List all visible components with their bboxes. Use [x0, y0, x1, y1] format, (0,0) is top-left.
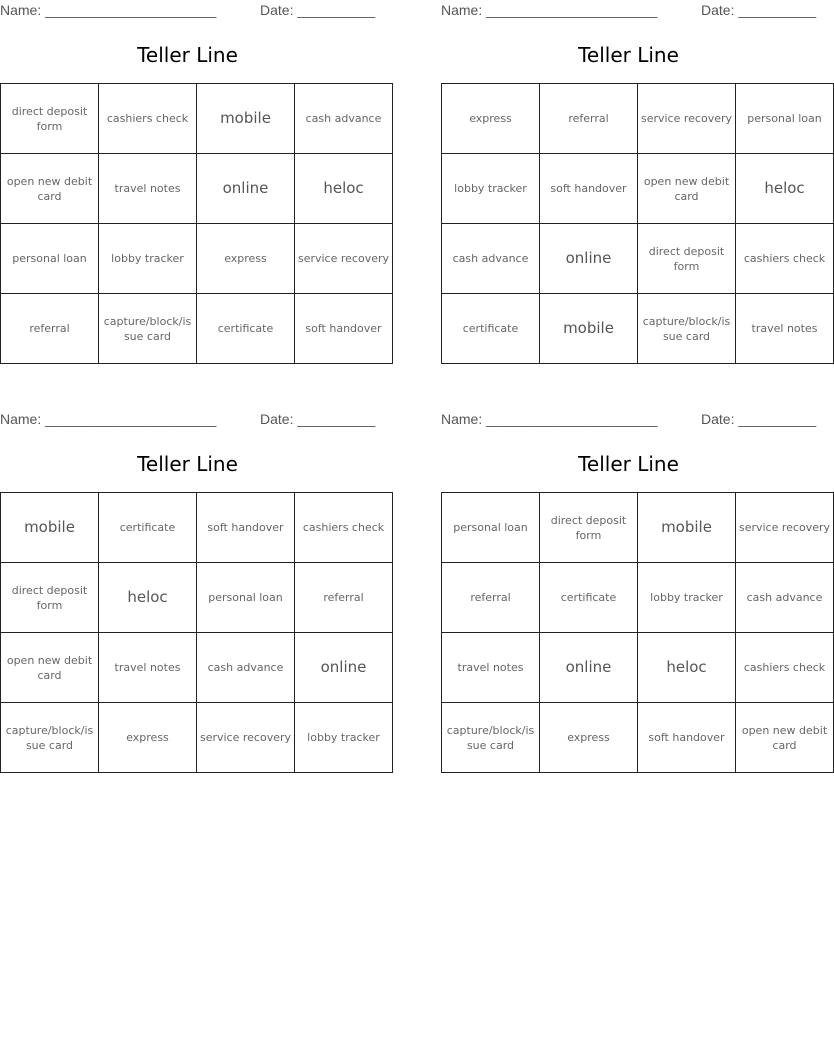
- grid-cell: direct deposit form: [638, 224, 736, 294]
- grid-cell: certificate: [442, 294, 540, 364]
- grid-cell: mobile: [1, 493, 99, 563]
- grid-cell: heloc: [99, 563, 197, 633]
- grid-cell: referral: [540, 84, 638, 154]
- card-title: Teller Line: [137, 452, 238, 476]
- grid-cell: capture/block/issue card: [638, 294, 736, 364]
- name-line: Name: ______________________: [0, 411, 217, 427]
- grid-row: [442, 294, 834, 364]
- grid-cell: lobby tracker: [99, 224, 197, 294]
- bingo-card-3: [0, 409, 385, 774]
- grid-cell: lobby tracker: [295, 703, 393, 773]
- grid-cell: online: [295, 633, 393, 703]
- grid-cell: direct deposit form: [1, 563, 99, 633]
- grid-cell: capture/block/issue card: [442, 703, 540, 773]
- grid-cell: certificate: [540, 563, 638, 633]
- grid-row: [1, 633, 393, 703]
- grid-cell: cashiers check: [736, 224, 834, 294]
- name-line: Name: ______________________: [441, 2, 658, 18]
- grid-cell: certificate: [99, 493, 197, 563]
- grid-cell: cashiers check: [99, 84, 197, 154]
- grid-cell: travel notes: [736, 294, 834, 364]
- grid-cell: express: [99, 703, 197, 773]
- grid-cell: cash advance: [295, 84, 393, 154]
- grid-cell: personal loan: [442, 493, 540, 563]
- grid-cell: service recovery: [197, 703, 295, 773]
- grid-cell: cashiers check: [736, 633, 834, 703]
- bingo-grid: [441, 83, 834, 364]
- date-line: Date: __________: [260, 2, 376, 18]
- grid-cell: online: [540, 224, 638, 294]
- grid-row: [442, 563, 834, 633]
- grid-cell: open new debit card: [638, 154, 736, 224]
- grid-cell: soft handover: [197, 493, 295, 563]
- grid-cell: open new debit card: [1, 154, 99, 224]
- card-title: Teller Line: [578, 452, 679, 476]
- grid-cell: cash advance: [197, 633, 295, 703]
- bingo-grid: [0, 492, 393, 773]
- grid-cell: heloc: [736, 154, 834, 224]
- grid-cell: travel notes: [99, 633, 197, 703]
- grid-cell: soft handover: [540, 154, 638, 224]
- grid-row: [442, 493, 834, 563]
- grid-cell: cash advance: [736, 563, 834, 633]
- grid-cell: service recovery: [638, 84, 736, 154]
- grid-row: [1, 224, 393, 294]
- grid-cell: capture/block/issue card: [99, 294, 197, 364]
- date-line: Date: __________: [260, 411, 376, 427]
- grid-cell: lobby tracker: [638, 563, 736, 633]
- bingo-grid: [441, 492, 834, 773]
- card-title: Teller Line: [578, 43, 679, 67]
- grid-cell: cashiers check: [295, 493, 393, 563]
- grid-cell: personal loan: [197, 563, 295, 633]
- grid-cell: mobile: [638, 493, 736, 563]
- bingo-card-1: [0, 0, 390, 365]
- grid-row: [1, 84, 393, 154]
- bingo-grid: [0, 83, 393, 364]
- grid-cell: direct deposit form: [540, 493, 638, 563]
- bingo-card-4: [441, 409, 831, 774]
- grid-cell: mobile: [540, 294, 638, 364]
- grid-cell: personal loan: [736, 84, 834, 154]
- grid-cell: referral: [295, 563, 393, 633]
- grid-cell: referral: [442, 563, 540, 633]
- grid-cell: express: [442, 84, 540, 154]
- grid-cell: soft handover: [638, 703, 736, 773]
- grid-row: [442, 633, 834, 703]
- grid-cell: direct deposit form: [1, 84, 99, 154]
- grid-cell: online: [197, 154, 295, 224]
- grid-cell: referral: [1, 294, 99, 364]
- grid-cell: open new debit card: [736, 703, 834, 773]
- grid-cell: certificate: [197, 294, 295, 364]
- card-title: Teller Line: [137, 43, 238, 67]
- grid-cell: cash advance: [442, 224, 540, 294]
- grid-row: [1, 294, 393, 364]
- grid-cell: travel notes: [99, 154, 197, 224]
- grid-row: [442, 703, 834, 773]
- grid-row: [442, 84, 834, 154]
- grid-cell: travel notes: [442, 633, 540, 703]
- bingo-card-2: [441, 0, 826, 365]
- date-line: Date: __________: [701, 2, 817, 18]
- name-line: Name: ______________________: [0, 2, 217, 18]
- grid-row: [442, 154, 834, 224]
- grid-cell: capture/block/issue card: [1, 703, 99, 773]
- grid-cell: express: [197, 224, 295, 294]
- grid-cell: online: [540, 633, 638, 703]
- grid-cell: soft handover: [295, 294, 393, 364]
- grid-cell: lobby tracker: [442, 154, 540, 224]
- grid-row: [1, 493, 393, 563]
- grid-cell: heloc: [295, 154, 393, 224]
- grid-cell: mobile: [197, 84, 295, 154]
- grid-cell: personal loan: [1, 224, 99, 294]
- grid-row: [1, 154, 393, 224]
- grid-row: [1, 703, 393, 773]
- grid-cell: open new debit card: [1, 633, 99, 703]
- grid-cell: heloc: [638, 633, 736, 703]
- grid-cell: service recovery: [736, 493, 834, 563]
- date-line: Date: __________: [701, 411, 817, 427]
- grid-cell: service recovery: [295, 224, 393, 294]
- grid-row: [1, 563, 393, 633]
- grid-row: [442, 224, 834, 294]
- grid-cell: express: [540, 703, 638, 773]
- name-line: Name: ______________________: [441, 411, 658, 427]
